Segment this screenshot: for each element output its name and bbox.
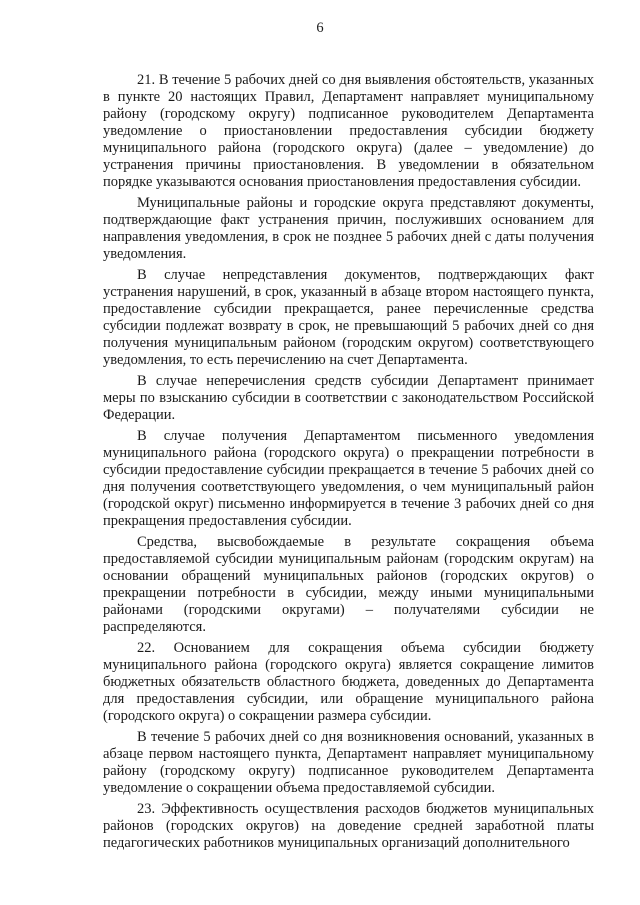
- paragraph-22-reduction-basis: 22. Основанием для сокращения объема субсидии бюджету муниципального района (городского округа) является сокращение лимитов бюджетных обязательств областного бюджета, доведенных до Департамента для предоставления субсидии, или обращение муниципального района (городского округа) о сокращении размера субсидии.: [103, 640, 594, 724]
- paragraph-non-transfer: В случае неперечисления средств субсидии Департамент принимает меры по взысканию субсидии в соответствии с законодательством Российской Федерации.: [103, 373, 594, 423]
- paragraph-reduction-notice: В течение 5 рабочих дней со дня возникновения оснований, указанных в абзаце первом настоящего пункта, Департамент направляет муниципальному району (городскому округу) подписанное руководителем Департамента уведомление о сокращении объема предоставляемой субсидии.: [103, 729, 594, 796]
- paragraph-released-funds: Средства, высвобождаемые в результате сокращения объема предоставляемой субсидии муниципальным районам (городским округам) на основании обращений муниципальных районов (городских округов) о прекращении потребности в субсидии, между иными муниципальными районами (городскими округами) – получателями субсидии не распределяются.: [103, 534, 594, 635]
- paragraph-non-submission: В случае непредставления документов, подтверждающих факт устранения нарушений, в срок, указанный в абзаце втором настоящего пункта, предоставление субсидии прекращается, ранее перечисленные средства субсидии подлежат возврату в срок, не превышающий 5 рабочих дней со дня получения муниципальным районом (городским округом) соответствующего уведомления, то есть перечислению на счет Департамента.: [103, 267, 594, 368]
- paragraph-21-notice: 21. В течение 5 рабочих дней со дня выявления обстоятельств, указанных в пункте 20 настоящих Правил, Департамент направляет муниципальному району (городскому округу) подписанное руководителем Департамента уведомление о приостановлении предоставления субсидии бюджету муниципального района (городского округа) (далее – уведомление) до устранения причины приостановления. В уведомлении в обязательном порядке указываются основания приостановления предоставления субсидии.: [103, 72, 594, 190]
- paragraph-23-efficiency: 23. Эффективность осуществления расходов бюджетов муниципальных районов (городских округов) на доведение средней заработной платы педагогических работников муниципальных организаций дополнительного: [103, 801, 594, 851]
- paragraph-documents-submission: Муниципальные районы и городские округа представляют документы, подтверждающие факт устранения причин, послуживших основанием для направления уведомления, в срок не позднее 5 рабочих дней с даты получения уведомления.: [103, 195, 594, 262]
- page-number: 6: [316, 20, 324, 36]
- paragraph-termination-notice: В случае получения Департаментом письменного уведомления муниципального района (городского округа) о прекращении потребности в субсидии предоставление субсидии прекращается в течение 5 рабочих дней со дня получения соответствующего уведомления, о чем муниципальный район (городской округ) письменно информируется в течение 3 рабочих дней со дня прекращения предоставления субсидии.: [103, 428, 594, 529]
- document-body: [103, 72, 594, 852]
